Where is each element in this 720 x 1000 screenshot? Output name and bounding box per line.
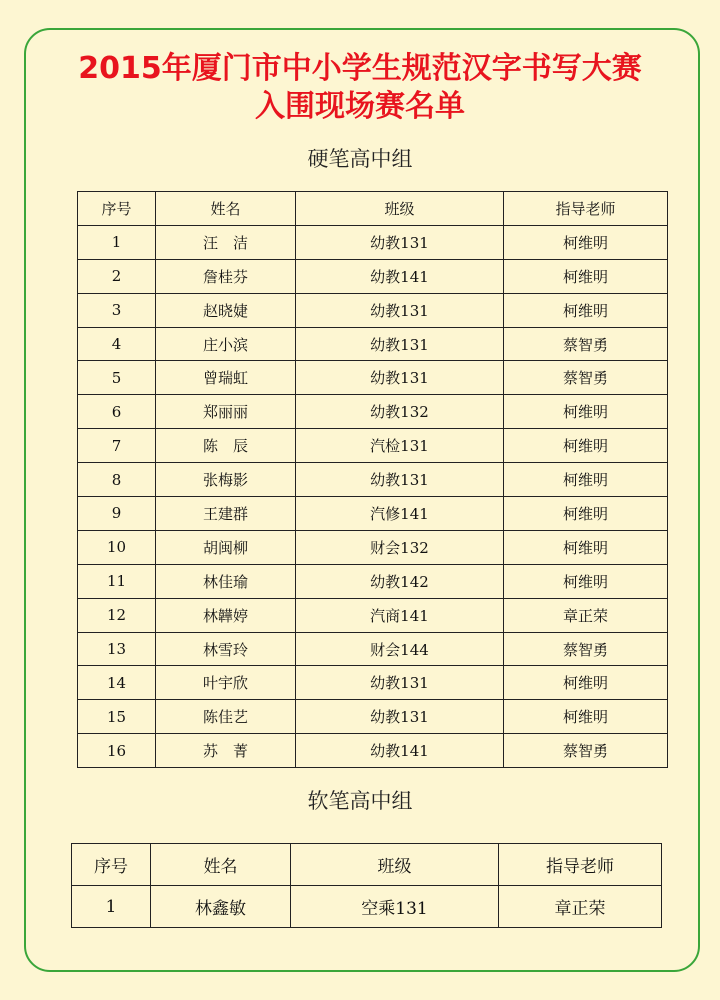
table-row: [78, 632, 668, 666]
cell-name: 曾瑞虹: [156, 361, 296, 395]
cell-teacher: 章正荣: [504, 598, 668, 632]
cell-teacher: 蔡智勇: [504, 361, 668, 395]
header-class: 班级: [296, 192, 504, 226]
cell-no: 3: [78, 293, 156, 327]
cell-teacher: 柯维明: [504, 666, 668, 700]
cell-name: 陈 辰: [156, 429, 296, 463]
cell-teacher: 柯维明: [504, 259, 668, 293]
cell-class: 空乘131: [291, 886, 499, 928]
cell-name: 苏 菁: [156, 734, 296, 768]
cell-no: 16: [78, 734, 156, 768]
cell-class: 幼教141: [296, 259, 504, 293]
cell-name: 王建群: [156, 497, 296, 531]
cell-teacher: 蔡智勇: [504, 734, 668, 768]
cell-no: 13: [78, 632, 156, 666]
header-class: 班级: [291, 844, 499, 886]
table-row: [78, 666, 668, 700]
header-name: 姓名: [156, 192, 296, 226]
cell-teacher: 柯维明: [504, 463, 668, 497]
cell-name: 郑丽丽: [156, 395, 296, 429]
table-row: [78, 327, 668, 361]
table-header-row: [72, 844, 662, 886]
cell-no: 14: [78, 666, 156, 700]
cell-no: 7: [78, 429, 156, 463]
cell-class: 幼教132: [296, 395, 504, 429]
cell-teacher: 柯维明: [504, 225, 668, 259]
cell-no: 2: [78, 259, 156, 293]
cell-no: 11: [78, 564, 156, 598]
cell-class: 汽修141: [296, 497, 504, 531]
table-row: [78, 734, 668, 768]
cell-class: 幼教131: [296, 327, 504, 361]
cell-class: 幼教131: [296, 666, 504, 700]
cell-no: 12: [78, 598, 156, 632]
cell-name: 林韡婷: [156, 598, 296, 632]
cell-teacher: 柯维明: [504, 700, 668, 734]
table-row: [78, 700, 668, 734]
header-name: 姓名: [151, 844, 291, 886]
cell-name: 叶宇欣: [156, 666, 296, 700]
cell-class: 财会144: [296, 632, 504, 666]
cell-no: 4: [78, 327, 156, 361]
table-header-row: [78, 192, 668, 226]
soft-pen-table: [71, 843, 662, 928]
cell-class: 汽检131: [296, 429, 504, 463]
cell-class: 幼教131: [296, 293, 504, 327]
cell-teacher: 柯维明: [504, 530, 668, 564]
cell-teacher: 柯维明: [504, 293, 668, 327]
cell-name: 林佳瑜: [156, 564, 296, 598]
cell-teacher: 柯维明: [504, 564, 668, 598]
cell-teacher: 柯维明: [504, 429, 668, 463]
table-row: [78, 395, 668, 429]
cell-no: 10: [78, 530, 156, 564]
cell-name: 詹桂芬: [156, 259, 296, 293]
table-row: [78, 598, 668, 632]
cell-name: 张梅影: [156, 463, 296, 497]
cell-no: 1: [78, 225, 156, 259]
table-row: [78, 429, 668, 463]
table-row: [72, 886, 662, 928]
table-row: [78, 564, 668, 598]
cell-teacher: 蔡智勇: [504, 632, 668, 666]
table-row: [78, 225, 668, 259]
cell-class: 幼教131: [296, 700, 504, 734]
cell-class: 幼教142: [296, 564, 504, 598]
cell-name: 汪 洁: [156, 225, 296, 259]
header-teacher: 指导老师: [504, 192, 668, 226]
page-title-line2: 入围现场赛名单: [255, 89, 465, 124]
cell-name: 庄小滨: [156, 327, 296, 361]
table-row: [78, 361, 668, 395]
cell-name: 胡闽柳: [156, 530, 296, 564]
cell-no: 5: [78, 361, 156, 395]
cell-class: 幼教131: [296, 225, 504, 259]
cell-class: 幼教141: [296, 734, 504, 768]
cell-class: 幼教131: [296, 463, 504, 497]
cell-class: 汽商141: [296, 598, 504, 632]
hard-pen-section-title: 硬笔高中组: [307, 147, 413, 171]
cell-no: 8: [78, 463, 156, 497]
cell-name: 林鑫敏: [151, 886, 291, 928]
table-row: [78, 293, 668, 327]
cell-teacher: 章正荣: [499, 886, 662, 928]
cell-teacher: 柯维明: [504, 395, 668, 429]
cell-class: 幼教131: [296, 361, 504, 395]
soft-pen-section-title: 软笔高中组: [307, 789, 413, 813]
cell-no: 15: [78, 700, 156, 734]
table-row: [78, 463, 668, 497]
cell-no: 6: [78, 395, 156, 429]
cell-name: 陈佳艺: [156, 700, 296, 734]
cell-no: 9: [78, 497, 156, 531]
table-row: [78, 530, 668, 564]
cell-no: 1: [72, 886, 151, 928]
cell-name: 林雪玲: [156, 632, 296, 666]
table-row: [78, 497, 668, 531]
header-no: 序号: [78, 192, 156, 226]
hard-pen-table: [77, 191, 668, 768]
cell-class: 财会132: [296, 530, 504, 564]
header-no: 序号: [72, 844, 151, 886]
header-teacher: 指导老师: [499, 844, 662, 886]
page-title-line1: 2015年厦门市中小学生规范汉字书写大赛: [78, 51, 642, 86]
cell-teacher: 蔡智勇: [504, 327, 668, 361]
cell-teacher: 柯维明: [504, 497, 668, 531]
cell-name: 赵晓婕: [156, 293, 296, 327]
table-row: [78, 259, 668, 293]
